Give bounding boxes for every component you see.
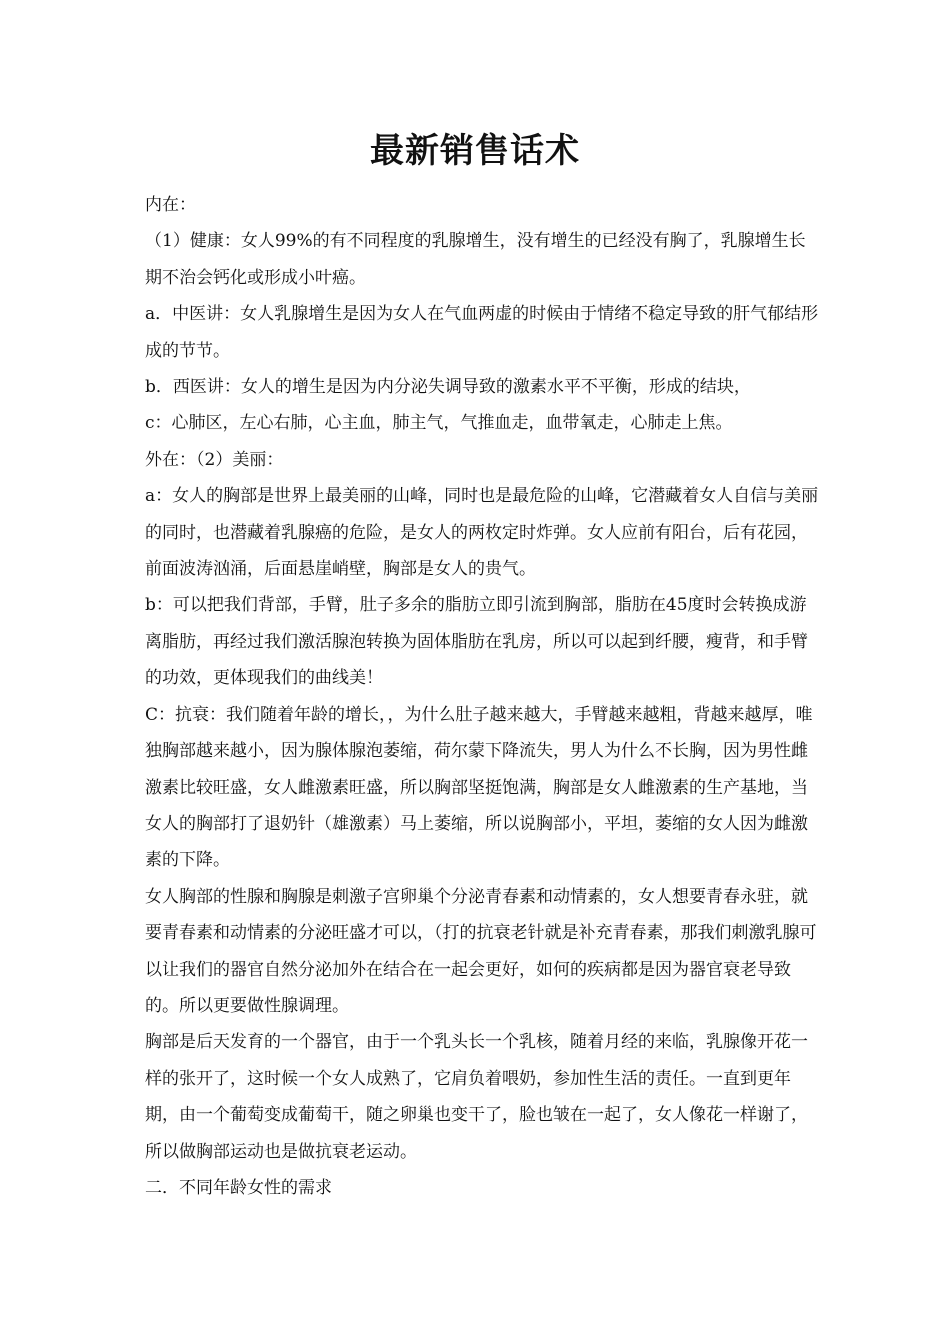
document-title: 最新销售话术: [370, 131, 580, 171]
paragraph-western-medicine: b．西医讲：女人的增生是因为内分泌失调导致的激素水平不平衡，形成的结块，: [145, 377, 751, 398]
document-body: [145, 187, 820, 1206]
paragraph-glands: 女人胸部的性腺和胸腺是刺激子宫卵巢个分泌青春素和动情素的，女人想要青春永驻，就要青春素和动情素的分泌旺盛才可以，（打的抗衰老针就是补充青春素，那我们刺激乳腺可以让我们的器官自然分泌加外在结合在一起会更好，如何的疾病都是因为器官衰老导致的。所以更要做性腺调理。: [145, 886, 817, 1016]
paragraph-inner-heading: 内在：: [145, 195, 196, 215]
paragraph-beauty-b: b：可以把我们背部，手臂，肚子多余的脂肪立即引流到胸部，脂肪在45度时会转换成游离脂肪，再经过我们激活腺泡转换为固体脂肪在乳房，所以可以起到纤腰，瘦背，和手臂的功效，更体现我们的曲线美！: [145, 595, 808, 689]
paragraph-tcm: a．中医讲：女人乳腺增生是因为女人在气血两虚的时候由于情绪不稳定导致的肝气郁结形成的节节。: [145, 304, 819, 361]
paragraph-development: 胸部是后天发育的一个器官，由于一个乳头长一个乳核，随着月经的来临，乳腺像开花一样的张开了，这时候一个女人成熟了，它肩负着喂奶，参加性生活的责任。一直到更年期，由一个葡萄变成葡萄干，随之卵巢也变干了，脸也皱在一起了，女人像花一样谢了，所以做胸部运动也是做抗衰老运动。: [145, 1032, 808, 1162]
paragraph-section-two-heading: 二．不同年龄女性的需求: [145, 1177, 332, 1198]
paragraph-heart-lung: c：心肺区，左心右肺，心主血，肺主气，气推血走，血带氧走，心肺走上焦。: [145, 413, 733, 434]
paragraph-outer-heading: 外在：（2）美丽：: [145, 449, 284, 470]
paragraph-anti-aging: C：抗衰：我们随着年龄的增长，，为什么肚子越来越大，手臂越来越粗，背越来越厚，唯独胸部越来越小，因为腺体腺泡萎缩，荷尔蒙下降流失，男人为什么不长胸，因为男性雌激素比较旺盛，女人雌激素旺盛，所以胸部坚挺饱满，胸部是女人雌激素的生产基地，当女人的胸部打了退奶针（雄激素）马上萎缩，所以说胸部小，平坦，萎缩的女人因为雌激素的下降。: [145, 704, 813, 871]
paragraph-health: （1）健康：女人99%的有不同程度的乳腺增生，没有增生的已经没有胸了，乳腺增生长期不治会钙化或形成小叶癌。: [145, 231, 806, 288]
paragraph-beauty-a: a：女人的胸部是世界上最美丽的山峰，同时也是最危险的山峰，它潜藏着女人自信与美丽的同时，也潜藏着乳腺癌的危险，是女人的两枚定时炸弹。女人应前有阳台，后有花园，前面波涛汹涌，后面悬崖峭壁，胸部是女人的贵气。: [145, 486, 819, 580]
